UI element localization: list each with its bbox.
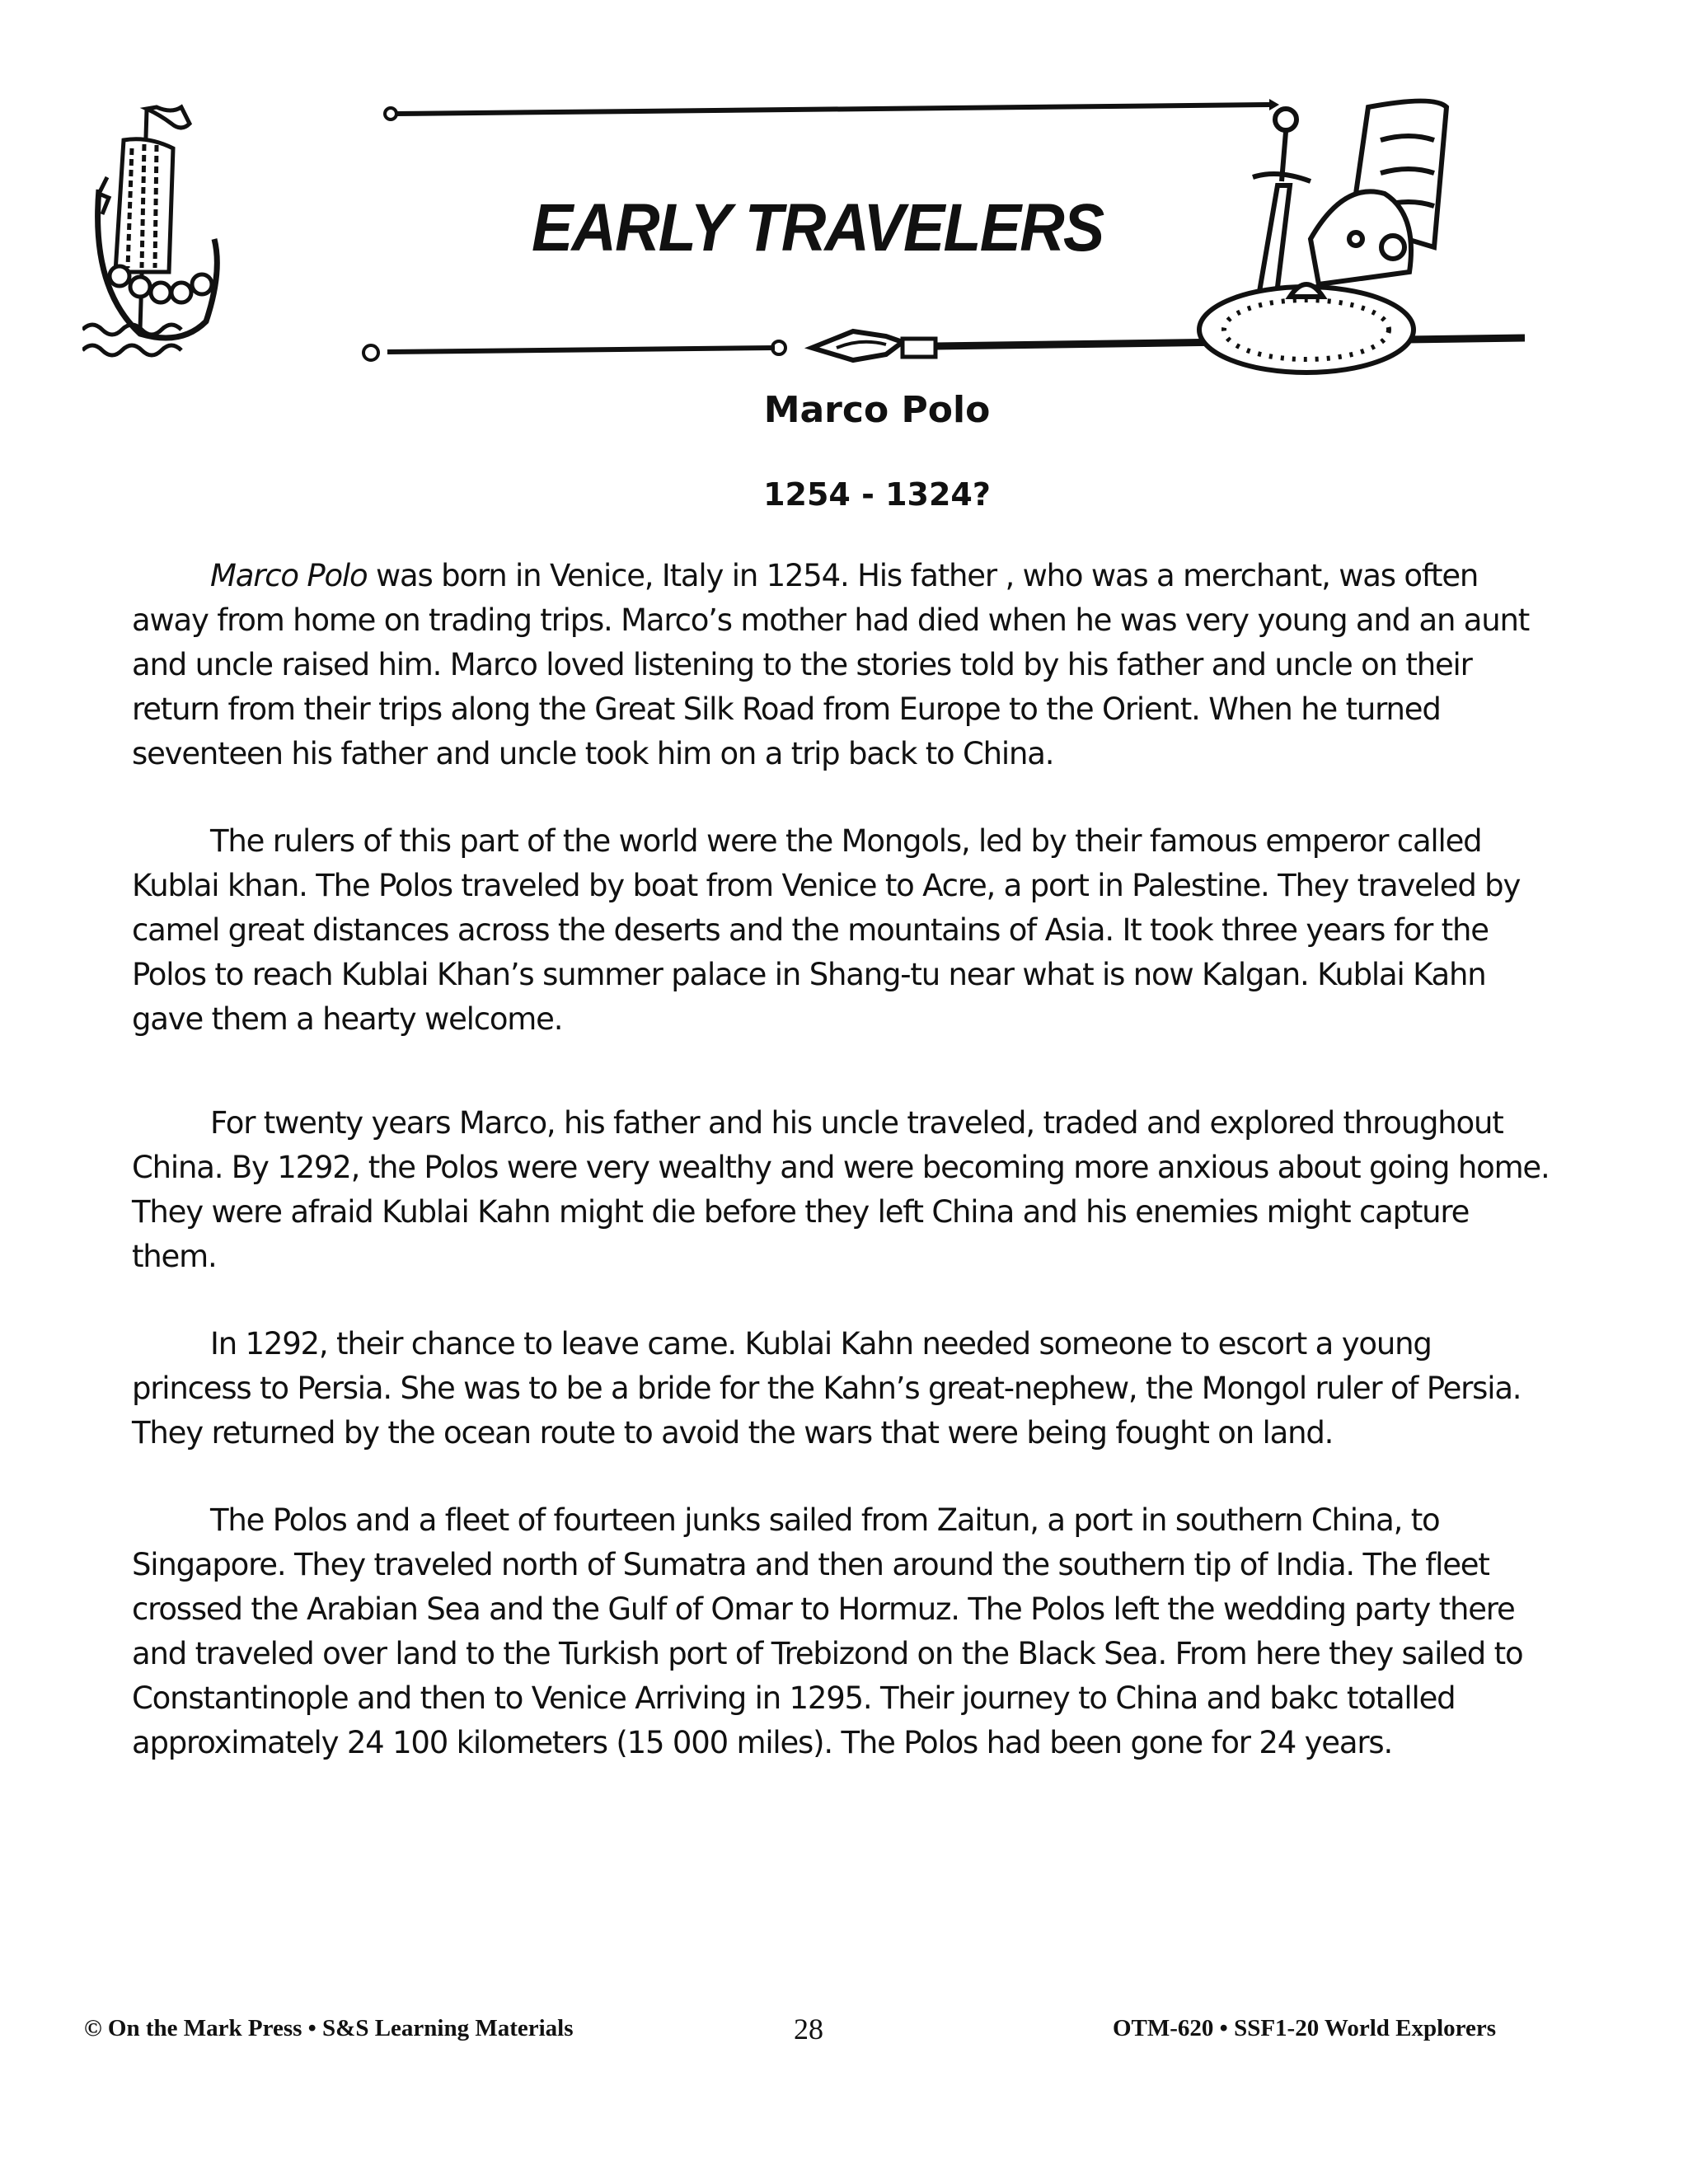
article-body <box>132 554 1550 1808</box>
paragraph-lead-italic: Marco Polo <box>210 558 368 593</box>
paragraph-text: was born in Venice, Italy in 1254. His father , who was a merchant, was often away from home on trading trips. Marco’s mother had died when he was very young and an aunt and uncle raised him. Marco loved listening to the stories told by his father and uncle on their return from their trips along the Great Silk Road from Europe to the Orient. When he turned seventeen his father and uncle took him on a trip back to China. <box>132 558 1530 771</box>
header-banner <box>82 82 1525 379</box>
viking-ship-icon <box>82 107 217 355</box>
page-number: 28 <box>794 2013 823 2046</box>
paragraph: The Polos and a fleet of fourteen junks sailed from Zaitun, a port in southern China, to Singapore. They traveled north of Sumatra and then around the southern tip of India. The fleet crossed the Arabian Sea and the Gulf of Omar to Hormuz. The Polos left the wedding party there and traveled over land to the Turkish port of Trebizond on the Black Sea. From here they sailed to Constantinople and then to Venice Arriving in 1295. Their journey to China and bakc totalled approximately 24 100 kilometers (15 000 miles). The Polos had been gone for 24 years. <box>132 1502 1523 1760</box>
page-footer <box>0 2015 1688 2048</box>
footer-publisher: © On the Mark Press • S&S Learning Materials <box>84 2015 574 2041</box>
shield-icon <box>1199 284 1414 373</box>
page-title: EARLY TRAVELERS <box>532 190 1104 265</box>
footer-product-code: OTM-620 • SSF1-20 World Explorers <box>1113 2015 1497 2041</box>
paragraph <box>132 554 1550 776</box>
subject-name: Marco Polo <box>763 389 991 431</box>
paragraph: The rulers of this part of the world were the Mongols, led by their famous emperor called Kublai khan. The Polos traveled by boat from Venice to Acre, a port in Palestine. They traveled by camel great distances across the deserts and the mountains of Asia. It took three years for the Polos to reach Kublai Khan’s summer palace in Shang-tu near what is now Kalgan. Kublai Kahn gave them a hearty welcome. <box>132 823 1521 1037</box>
winged-helmet-icon <box>1311 101 1447 285</box>
spear-icon <box>812 331 1525 360</box>
paragraph: In 1292, their chance to leave came. Kublai Kahn needed someone to escort a young princess to Persia. She was to be a bride for the Kahn’s great-nephew, the Mongol ruler of Persia. They returned by the ocean route to avoid the wars that were being fought on land. <box>132 1326 1522 1451</box>
subject-dates: 1254 - 1324? <box>763 476 991 513</box>
paragraph: For twenty years Marco, his father and his uncle traveled, traded and explored throughout China. By 1292, the Polos were very wealthy and were becoming more anxious about going home. They were afraid Kublai Kahn might die before they left China and his enemies might capture them. <box>132 1105 1550 1274</box>
